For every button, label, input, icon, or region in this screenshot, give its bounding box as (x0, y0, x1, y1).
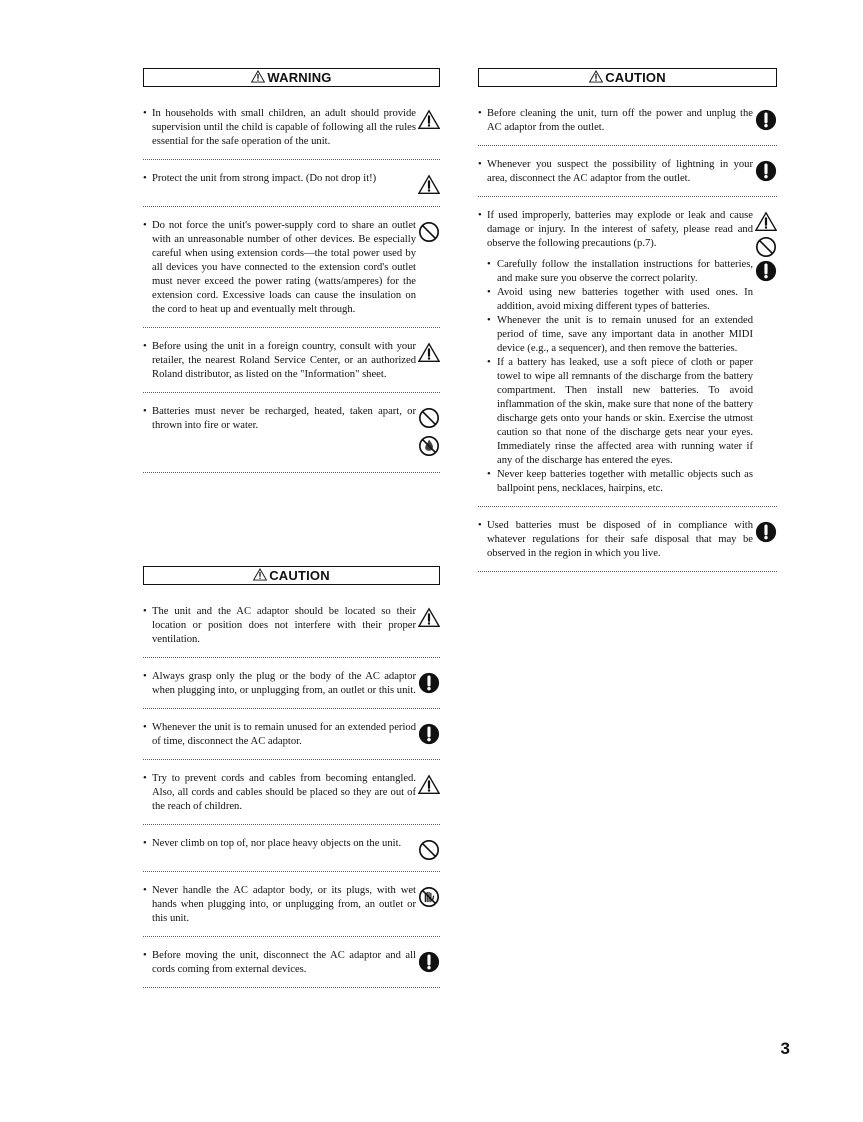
item-icons (416, 884, 440, 908)
item-icons (753, 209, 777, 258)
list-item (143, 405, 440, 473)
item-row (143, 949, 440, 977)
item-row (143, 670, 440, 698)
item-text: • Before using the unit in a foreign country, consult with your retailer, the nearest Roland Service Center, or an authorized Roland distributor, as listed on the "Information" sheet. (143, 340, 416, 382)
item-icons (416, 837, 440, 861)
list-item (143, 219, 440, 328)
warning-triangle-icon (755, 211, 777, 233)
mandatory-icon (755, 260, 777, 282)
caution-right-items (478, 107, 777, 572)
item-icons (416, 172, 440, 196)
warning-triangle-icon (418, 774, 440, 796)
item-icons (416, 219, 440, 243)
list-item (143, 884, 440, 937)
warning-items (143, 107, 440, 473)
list-item (478, 158, 777, 197)
list-item (143, 949, 440, 988)
item-icons (753, 314, 777, 316)
warning-title: WARNING (267, 70, 332, 85)
item-row (143, 340, 440, 382)
prohibited-icon (418, 407, 440, 429)
page-number: 3 (780, 1039, 790, 1058)
no-fire-icon (418, 435, 440, 462)
sub-item (487, 258, 753, 286)
list-item (478, 107, 777, 146)
sub-item-text: • Avoid using new batteries together with used ones. In addition, avoid mixing different types of batteries. (487, 286, 753, 314)
item-text: • The unit and the AC adaptor should be located so their location or position does not interfere with their proper ventilation. (143, 605, 416, 647)
prohibited-icon (418, 839, 440, 861)
caution-left-items (143, 605, 440, 988)
warning-triangle-icon (251, 70, 267, 86)
caution-right-title: CAUTION (605, 70, 666, 85)
prohibited-icon (418, 221, 440, 243)
extra-icon-row (143, 435, 440, 462)
list-item (143, 772, 440, 825)
mandatory-icon (418, 672, 440, 694)
sub-item-text: • Whenever the unit is to remain unused for an extended period of time, save any important data in another MIDI device (e.g., a sequencer), and then remove the batteries. (487, 314, 753, 356)
item-text: • Always grasp only the plug or the body of the AC adaptor when plugging into, or unplugging from, an outlet or this unit. (143, 670, 416, 698)
item-row (478, 209, 777, 258)
item-text: • If used improperly, batteries may explode or leak and cause damage or injury. In the interest of safety, please read and observe the following precautions (p.7). (478, 209, 753, 251)
warning-triangle-icon (253, 568, 269, 584)
list-item (143, 721, 440, 760)
item-icons (753, 158, 777, 182)
item-text: • Before moving the unit, disconnect the AC adaptor and all cords coming from external devices. (143, 949, 416, 977)
item-icons (416, 107, 440, 131)
caution-left-header (143, 566, 440, 585)
item-row (143, 721, 440, 749)
item-row (143, 107, 440, 149)
item-text: • Whenever the unit is to remain unused for an extended period of time, disconnect the AC adaptor. (143, 721, 416, 749)
list-item (143, 670, 440, 709)
item-icons (753, 286, 777, 288)
item-row (143, 219, 440, 317)
item-text: • Never climb on top of, nor place heavy objects on the unit. (143, 837, 416, 851)
item-icons (416, 340, 440, 364)
sub-item-text: • Never keep batteries together with metallic objects such as ballpoint pens, necklaces, hairpins, etc. (487, 468, 753, 496)
item-text: • Before cleaning the unit, turn off the power and unplug the AC adaptor from the outlet. (478, 107, 753, 135)
item-row (478, 519, 777, 561)
item-icons (416, 949, 440, 973)
sub-item-list (478, 258, 777, 496)
caution-left-title: CAUTION (269, 568, 330, 583)
item-text: • In households with small children, an adult should provide supervision until the child is capable of following all the rules essential for the safe operation of the unit. (143, 107, 416, 149)
list-item (143, 340, 440, 393)
item-row (143, 772, 440, 814)
item-text: • Protect the unit from strong impact. (Do not drop it!) (143, 172, 416, 186)
item-text: • Batteries must never be recharged, heated, taken apart, or thrown into fire or water. (143, 405, 416, 433)
item-row (478, 107, 777, 135)
item-icons (753, 468, 777, 470)
item-icons (753, 356, 777, 358)
list-item (143, 837, 440, 872)
caution-right-header (478, 68, 777, 87)
no-wet-hands-icon (418, 886, 440, 908)
item-text: • Used batteries must be disposed of in compliance with whatever regulations for their safe disposal that may be observed in the region in which you live. (478, 519, 753, 561)
list-item (478, 519, 777, 572)
item-text: • Whenever you suspect the possibility of lightning in your area, disconnect the AC adaptor from the outlet. (478, 158, 753, 186)
sub-item-text: • Carefully follow the installation instructions for batteries, and make sure you observe the correct polarity. (487, 258, 753, 286)
sub-item-text: • If a battery has leaked, use a soft piece of cloth or paper towel to wipe all remnants of the discharge from the battery compartment. Then install new batteries. To avoid inflammation of the skin, make sure that none of the battery discharge gets onto your hands or skin. Exercise the utmost caution so that none of the discharge gets near your eyes. Immediately rinse the affected area with running water if any of the discharge has entered the eyes. (487, 356, 753, 468)
item-text: • Do not force the unit's power-supply cord to share an outlet with an unreasonable number of other devices. Be especially careful when using extension cords—the total power used by all devices you have connected to the extension cord's outlet must never exceed the power rating (watts/amperes) for the extension cord. Excessive loads can cause the insulation on the cord to heat up and eventually melt through. (143, 219, 416, 317)
item-row (143, 884, 440, 926)
list-item (478, 209, 777, 507)
mandatory-icon (418, 723, 440, 745)
item-icons (416, 405, 440, 429)
warning-triangle-icon (418, 174, 440, 196)
warning-column (143, 68, 440, 485)
warning-header (143, 68, 440, 87)
sub-item (487, 314, 753, 356)
item-icons (753, 258, 777, 282)
item-icons (416, 605, 440, 629)
sub-item (487, 286, 753, 314)
item-icons (416, 670, 440, 694)
mandatory-icon (755, 160, 777, 182)
list-item (143, 605, 440, 658)
item-icons (416, 721, 440, 745)
caution-left-column (143, 566, 440, 1000)
prohibited-icon (755, 236, 777, 258)
list-item (143, 172, 440, 207)
item-row (143, 172, 440, 196)
mandatory-icon (755, 521, 777, 543)
warning-triangle-icon (589, 70, 605, 86)
list-item (143, 107, 440, 160)
warning-triangle-icon (418, 342, 440, 364)
item-icons (753, 519, 777, 543)
item-row (143, 405, 440, 433)
item-icons (416, 772, 440, 796)
item-row (143, 605, 440, 647)
item-icons (753, 107, 777, 131)
warning-triangle-icon (418, 607, 440, 629)
sub-item (487, 468, 753, 496)
mandatory-icon (418, 951, 440, 973)
mandatory-icon (755, 109, 777, 131)
item-row (478, 158, 777, 186)
sub-item (487, 356, 753, 468)
warning-triangle-icon (418, 109, 440, 131)
item-row (143, 837, 440, 861)
caution-right-column (478, 68, 777, 584)
item-text: • Try to prevent cords and cables from becoming entangled. Also, all cords and cables should be placed so they are out of the reach of children. (143, 772, 416, 814)
item-text: • Never handle the AC adaptor body, or its plugs, with wet hands when plugging into, or unplugging from, an outlet or this unit. (143, 884, 416, 926)
